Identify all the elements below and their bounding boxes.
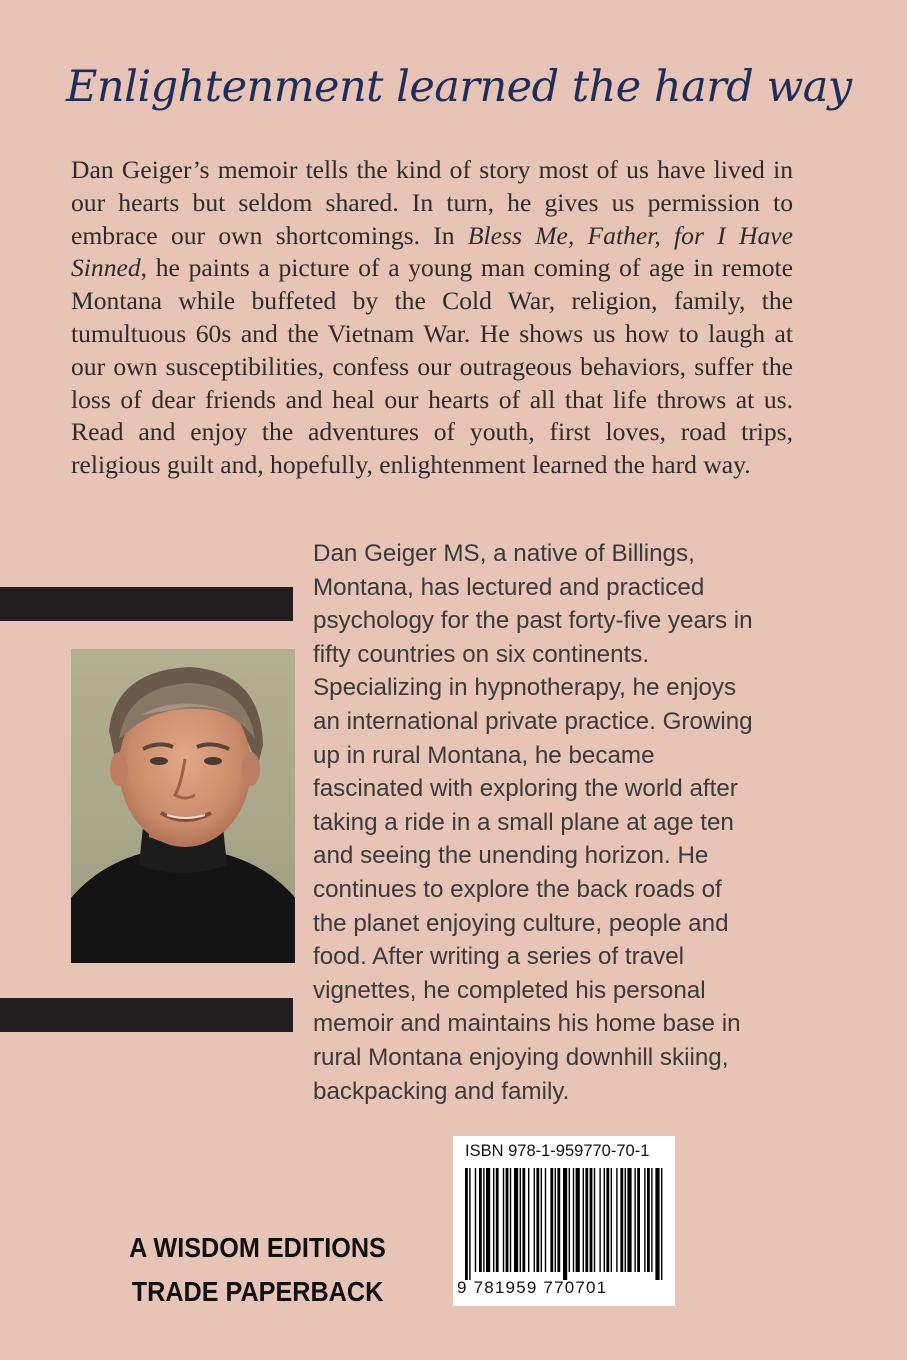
- barcode-bar: [634, 1168, 635, 1272]
- publisher-line-1: A WISDOM EDITIONS: [129, 1232, 386, 1263]
- barcode-bar: [522, 1168, 525, 1272]
- barcode-bar: [536, 1168, 539, 1272]
- barcode-bar: [514, 1168, 518, 1272]
- bio-line: psychology for the past forty-five years in: [313, 607, 753, 635]
- barcode-bar: [599, 1168, 600, 1272]
- barcode-bar: [541, 1168, 542, 1272]
- barcode-bar: [475, 1168, 476, 1272]
- barcode-bar: [590, 1168, 593, 1272]
- barcode-bar: [637, 1168, 640, 1272]
- book-description: [71, 154, 793, 482]
- barcode-bar: [661, 1168, 662, 1280]
- author-bio: [313, 537, 813, 1108]
- barcode-bar: [625, 1168, 626, 1272]
- barcode-bar: [644, 1168, 645, 1272]
- bio-line: fifty countries on six continents.: [313, 640, 650, 668]
- bio-line: an international private practice. Growing: [313, 707, 753, 735]
- barcode-bar: [563, 1168, 567, 1280]
- bio-line: fascinated with exploring the world after: [313, 775, 738, 803]
- barcode-bar: [583, 1168, 584, 1272]
- barcode-bar: [520, 1168, 521, 1272]
- bio-line: Specializing in hypnotherapy, he enjoys: [313, 674, 737, 702]
- description-text-2: , he paints a picture of a young man coming of age in remote Montana while buffeted by the Cold War, religion, family, the tumultuous 60s and the Vietnam War. He shows us how to laugh at our own susceptibilities, confess our outrageous behaviors, suffer the loss of dear friends and heal our hearts of all that life throws at us. Read and enjoy the adventures of youth, first loves, road trips, religious guilt and, hopefully, enlightenment learned the hard way.: [71, 253, 793, 480]
- barcode-bars: [463, 1168, 665, 1280]
- barcode-digits: 9 781959 770701: [457, 1278, 608, 1297]
- bio-line: the planet enjoying culture, people and: [313, 909, 729, 937]
- barcode-bar: [651, 1168, 652, 1272]
- bio-line: taking a ride in a small plane at age ten: [313, 808, 734, 836]
- barcode-bar: [647, 1168, 650, 1272]
- barcode-bar: [557, 1168, 560, 1272]
- bio-line: vignettes, he completed his personal: [313, 976, 706, 1004]
- barcode-bar: [469, 1168, 470, 1280]
- barcode-bar: [528, 1168, 529, 1272]
- barcode-bar: [604, 1168, 605, 1272]
- barcode-bar: [616, 1168, 617, 1272]
- barcode-bar: [555, 1168, 556, 1272]
- bio-line: food. After writing a series of travel: [313, 943, 685, 971]
- barcode-bar: [545, 1168, 546, 1272]
- barcode-bar: [465, 1168, 468, 1280]
- barcode-bar: [655, 1168, 659, 1280]
- barcode-bar: [620, 1168, 623, 1272]
- isbn-label: ISBN 978-1-959770-70-1: [465, 1142, 650, 1160]
- barcode-bar: [611, 1168, 612, 1272]
- bio-line: Dan Geiger MS, a native of Billings,: [313, 540, 695, 567]
- bio-line: rural Montana enjoying downhill skiing,: [313, 1043, 729, 1071]
- barcode-bar: [534, 1168, 535, 1272]
- barcode-bar: [594, 1168, 595, 1272]
- decorative-bar-bottom: [0, 998, 293, 1032]
- barcode-bar: [550, 1168, 553, 1272]
- book-title: Bless Me, Father, for I Have Sinned: [71, 220, 793, 283]
- barcode-bar: [506, 1168, 509, 1272]
- author-portrait-illustration: [71, 649, 295, 963]
- barcode-bar: [496, 1168, 499, 1272]
- publisher-imprint: [116, 1226, 400, 1314]
- barcode-bar: [483, 1168, 484, 1272]
- barcode-bar: [573, 1168, 574, 1272]
- bio-line: continues to explore the back roads of: [313, 875, 722, 903]
- bio-line: up in rural Montana, he became: [313, 741, 655, 769]
- isbn-barcode: [453, 1136, 675, 1306]
- barcode-bar: [627, 1168, 631, 1272]
- publisher-line-2: TRADE PAPERBACK: [131, 1276, 384, 1307]
- bio-line: backpacking and family.: [313, 1077, 570, 1105]
- barcode-bar: [585, 1168, 588, 1272]
- bio-line: Montana, has lectured and practiced: [313, 573, 705, 601]
- author-photo: [71, 649, 295, 963]
- barcode-bar: [503, 1168, 504, 1272]
- decorative-bar-top: [0, 587, 293, 621]
- barcode-bar: [606, 1168, 609, 1272]
- barcode-bar: [479, 1168, 482, 1272]
- barcode-bar: [510, 1168, 511, 1272]
- barcode-bar: [486, 1168, 490, 1272]
- bio-line: memoir and maintains his home base in: [313, 1010, 741, 1038]
- barcode-bar: [569, 1168, 570, 1272]
- tagline: Enlightenment learned the hard way: [66, 62, 852, 112]
- description-text-1: Dan Geiger’s memoir tells the kind of story most of us have lived in our hearts but seldom shared. In turn, he gives us permission to embrace our own shortcomings. In: [71, 155, 793, 250]
- barcode-bar: [493, 1168, 494, 1272]
- bio-line: and seeing the unending horizon. He: [313, 842, 709, 870]
- barcode-bar: [576, 1168, 580, 1272]
